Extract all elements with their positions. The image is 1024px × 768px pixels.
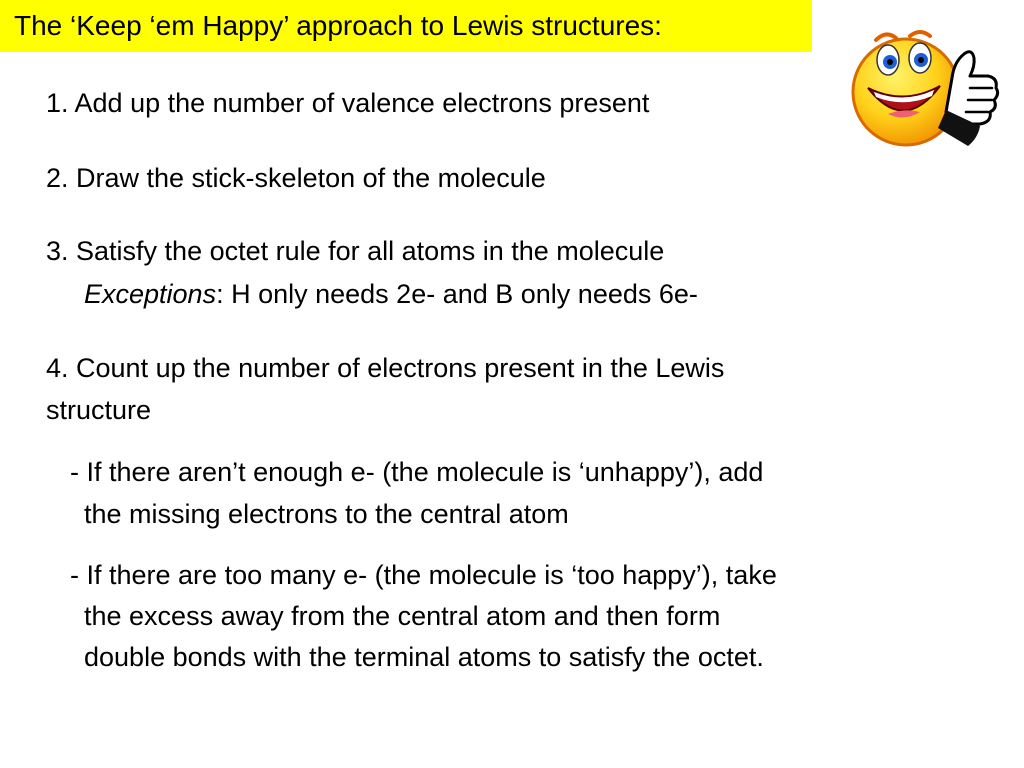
bullet-1-line-1: - If there aren’t enough e- (the molecule is ‘unhappy’), add xyxy=(70,457,764,487)
step-1: 1. Add up the number of valence electrons present xyxy=(46,88,650,118)
bullet-2-line-3: double bonds with the terminal atoms to satisfy the octet. xyxy=(84,642,764,672)
step-4-line-1: 4. Count up the number of electrons present in the Lewis xyxy=(46,353,725,383)
slide-title: The ‘Keep ‘em Happy’ approach to Lewis structures: xyxy=(0,0,812,52)
step-2: 2. Draw the stick-skeleton of the molecule xyxy=(46,163,546,193)
step-4-line-2: structure xyxy=(46,395,152,425)
exceptions-text: : H only needs 2e- and B only needs 6e- xyxy=(216,279,698,309)
exceptions-label: Exceptions xyxy=(84,279,217,309)
bullet-2-line-2: the excess away from the central atom and then form xyxy=(84,601,721,631)
thumbs-up-smiley-icon xyxy=(848,22,1004,152)
step-3-exceptions xyxy=(84,278,698,310)
step-3: 3. Satisfy the octet rule for all atoms in the molecule xyxy=(46,236,665,266)
bullet-1-line-2: the missing electrons to the central atom xyxy=(84,499,569,529)
bullet-2-line-1: - If there are too many e- (the molecule is ‘too happy’), take xyxy=(70,560,777,590)
